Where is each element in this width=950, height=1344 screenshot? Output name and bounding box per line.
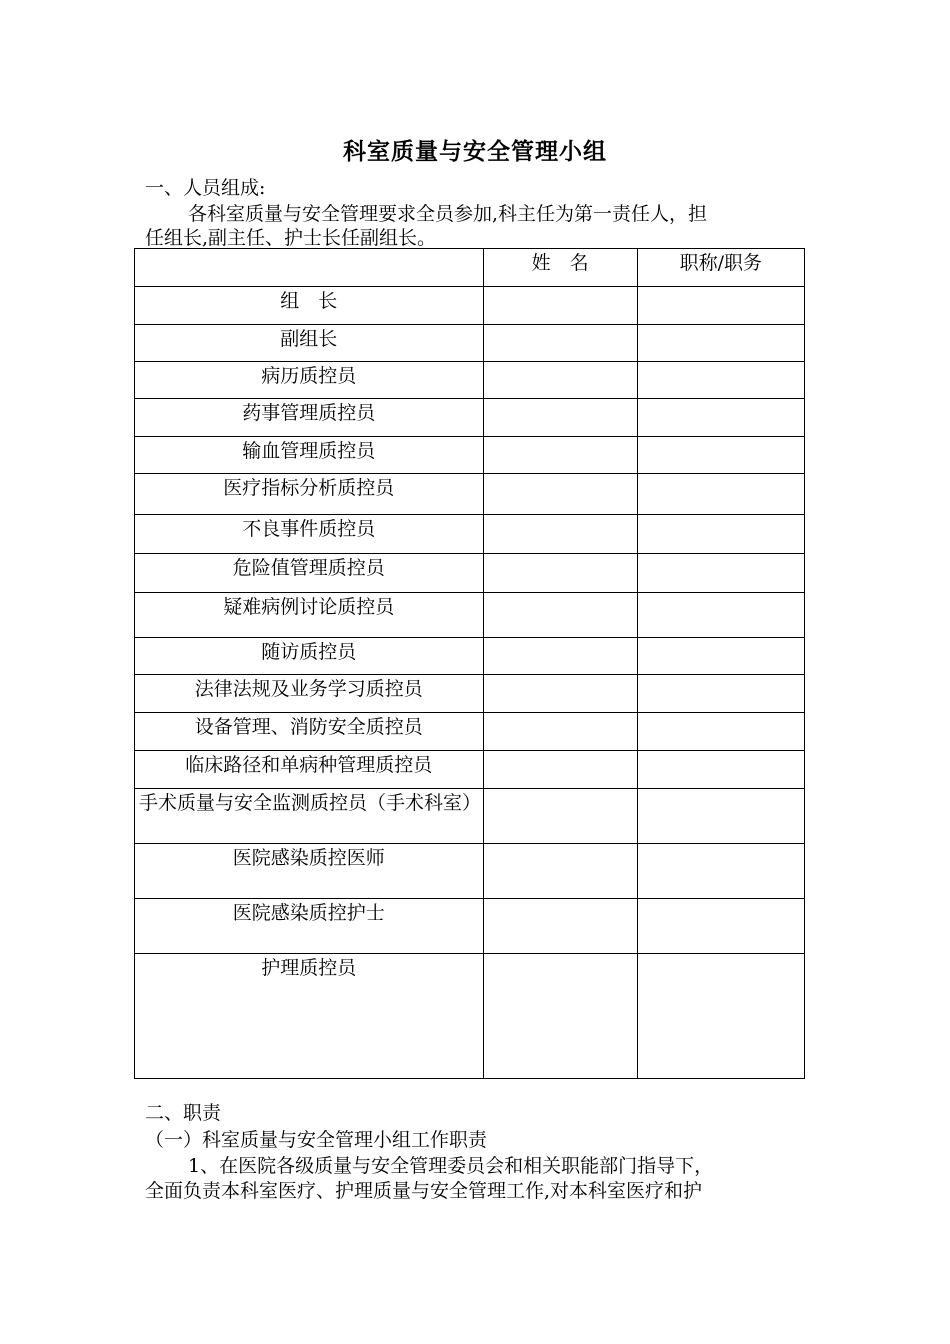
intro-text-line-2: 任组长,副主任、护士长任副组长。 <box>145 227 437 249</box>
title-cell <box>637 325 804 362</box>
table-row <box>135 844 805 899</box>
name-cell <box>483 954 637 1079</box>
name-cell <box>483 713 637 751</box>
name-cell <box>483 638 637 675</box>
table-row <box>135 954 805 1079</box>
duties-subheading: （一）科室质量与安全管理小组工作职责 <box>145 1129 488 1151</box>
table-row <box>135 437 805 474</box>
table-row <box>135 593 805 638</box>
table-row <box>135 789 805 844</box>
name-cell <box>483 399 637 437</box>
header-cell-name: 姓 名 <box>483 249 637 287</box>
table-row <box>135 751 805 789</box>
title-cell <box>637 362 804 399</box>
name-cell <box>483 789 637 844</box>
name-cell <box>483 593 637 638</box>
role-cell: 医院感染质控医师 <box>135 844 484 899</box>
title-cell <box>637 954 804 1079</box>
role-cell: 组 长 <box>135 287 484 325</box>
table-row <box>135 474 805 515</box>
role-cell: 病历质控员 <box>135 362 484 399</box>
title-cell <box>637 554 804 593</box>
role-cell: 不良事件质控员 <box>135 515 484 554</box>
name-cell <box>483 474 637 515</box>
table-row <box>135 899 805 954</box>
table-row <box>135 325 805 362</box>
title-cell <box>637 899 804 954</box>
intro-text-line-1: 各科室质量与安全管理要求全员参加,科主任为第一责任人，担 <box>188 203 708 225</box>
title-cell <box>637 751 804 789</box>
title-cell <box>637 675 804 713</box>
name-cell <box>483 362 637 399</box>
title-cell <box>637 474 804 515</box>
duties-item-1-line-2: 全面负责本科室医疗、护理质量与安全管理工作,对本科室医疗和护 <box>145 1180 703 1202</box>
section-heading-personnel: 一、人员组成: <box>145 177 266 199</box>
title-cell <box>637 844 804 899</box>
role-cell: 药事管理质控员 <box>135 399 484 437</box>
role-cell: 手术质量与安全监测质控员（手术科室） <box>135 789 484 844</box>
title-cell <box>637 789 804 844</box>
table-row <box>135 515 805 554</box>
role-cell: 医疗指标分析质控员 <box>135 474 484 515</box>
title-cell <box>637 437 804 474</box>
table-header-row <box>135 249 805 287</box>
table-row <box>135 554 805 593</box>
title-cell <box>637 287 804 325</box>
role-cell: 法律法规及业务学习质控员 <box>135 675 484 713</box>
header-cell-blank <box>135 249 484 287</box>
role-cell: 临床路径和单病种管理质控员 <box>135 751 484 789</box>
title-cell <box>637 638 804 675</box>
role-cell: 疑难病例讨论质控员 <box>135 593 484 638</box>
name-cell <box>483 899 637 954</box>
role-cell: 随访质控员 <box>135 638 484 675</box>
table-row <box>135 713 805 751</box>
table-row <box>135 675 805 713</box>
name-cell <box>483 554 637 593</box>
table-row <box>135 287 805 325</box>
section-heading-duties: 二、职责 <box>145 1102 222 1124</box>
title-cell <box>637 713 804 751</box>
title-cell <box>637 593 804 638</box>
table-row <box>135 362 805 399</box>
duties-item-1-line-1: 1、在医院各级质量与安全管理委员会和相关职能部门指导下， <box>188 1155 714 1177</box>
table-row <box>135 638 805 675</box>
name-cell <box>483 515 637 554</box>
name-cell <box>483 287 637 325</box>
document-title: 科室质量与安全管理小组 <box>343 138 607 165</box>
role-cell: 输血管理质控员 <box>135 437 484 474</box>
title-cell <box>637 515 804 554</box>
name-cell <box>483 437 637 474</box>
role-cell: 副组长 <box>135 325 484 362</box>
roster-table <box>134 248 805 1079</box>
name-cell <box>483 675 637 713</box>
name-cell <box>483 325 637 362</box>
role-cell: 设备管理、消防安全质控员 <box>135 713 484 751</box>
role-cell: 护理质控员 <box>135 954 484 1079</box>
table-row <box>135 399 805 437</box>
header-cell-title: 职称/职务 <box>637 249 804 287</box>
role-cell: 医院感染质控护士 <box>135 899 484 954</box>
name-cell <box>483 844 637 899</box>
title-cell <box>637 399 804 437</box>
role-cell: 危险值管理质控员 <box>135 554 484 593</box>
name-cell <box>483 751 637 789</box>
